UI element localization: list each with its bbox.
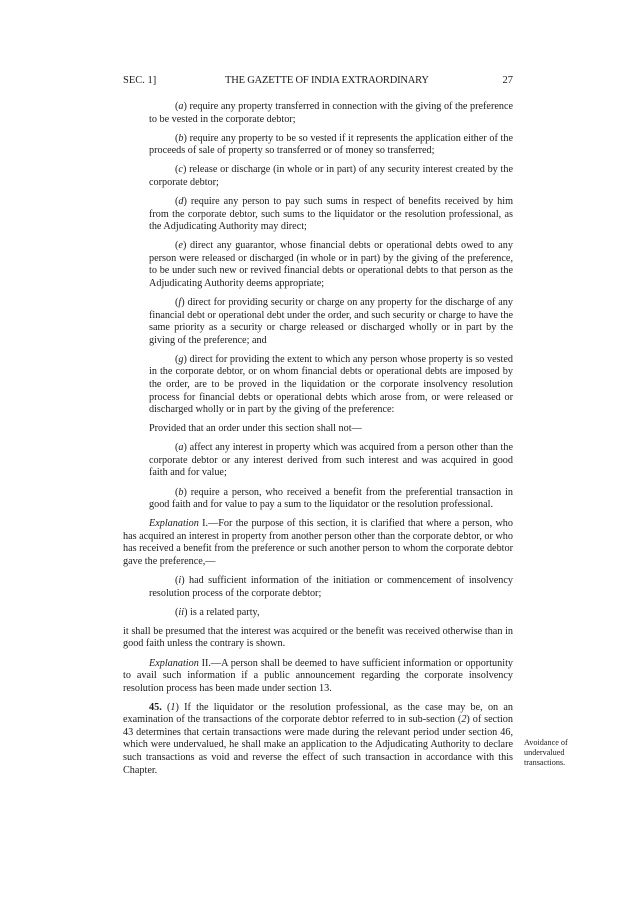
clause-paragraph: Explanation II.—A person shall be deemed to have sufficient information or opportunity to avail such information if a public announcement regarding the corporate insolvency resolution process has been made under section 13. — [123, 657, 513, 694]
gazette-title: THE GAZETTE OF INDIA EXTRAORDINARY — [225, 75, 429, 86]
clause-paragraph: (b) require a person, who received a benefit from the preferential transaction in good faith and for value to pay a sum to the liquidator or the resolution professional. — [149, 486, 513, 511]
clause-paragraph: (g) direct for providing the extent to which any person whose property is so vested in the corporate debtor, or on whom financial debts or operational debts are imposed by the order, are to be proved in the liquidation or the corporate insolvency resolution process for financial debts or operational debts which arose from, or were released or discharged wholly or in part by the giving of the preference: — [149, 353, 513, 416]
section-marker: SEC. 1] — [123, 75, 157, 86]
section-45-number: 45. — [149, 701, 162, 713]
body-text — [123, 101, 513, 784]
page-header — [123, 73, 513, 89]
clause-paragraph: (f) direct for providing security or charge on any property for the discharge of any financial debt or operational debt under the order, and such security or charge to have the same priority as a security or charge released or discharged wholly or in part by the giving of the preference; and — [149, 297, 513, 346]
clause-paragraph: (a) affect any interest in property which was acquired from a person other than the corporate debtor or any interest derived from such interest and was acquired in good faith and for value; — [149, 442, 513, 479]
clause-paragraph: (ii) is a related party, — [175, 606, 260, 618]
section-45-paragraph: 45. (1) If the liquidator or the resolution professional, as the case may be, on an examination of the transactions of the corporate debtor referred to in sub-section (2) of section 43 determines that certain transactions were made during the relevant period under section 46, which were undervalued, he shall make an application to the Adjudicating Authority to declare such transactions as void and reverse the effect of such transaction in accordance with this Chapter. — [123, 701, 513, 776]
clause-paragraph: it shall be presumed that the interest was acquired or the benefit was received otherwise than in good faith unless the contrary is shown. — [123, 625, 513, 650]
page-number: 27 — [502, 75, 513, 86]
clause-list — [123, 101, 513, 695]
clause-paragraph: (e) direct any guarantor, whose financial debts or operational debts owed to any person were released or discharged (in whole or in part) by the giving of the preference, to be under such new or revived financial debts or operational debts to that person as the Adjudicating Authority deems appropriate; — [149, 240, 513, 289]
clause-paragraph: (d) require any person to pay such sums in respect of benefits received by him from the corporate debtor, such sums to the liquidator or the resolution professional, as the Adjudicating Authority may direct; — [149, 196, 513, 233]
clause-paragraph: (i) had sufficient information of the initiation or commencement of insolvency resolution process of the corporate debtor; — [149, 575, 513, 599]
margin-note: Avoidance of undervalued transactions. — [524, 738, 568, 767]
clause-paragraph: (a) require any property transferred in connection with the giving of the preference to be vested in the corporate debtor; — [149, 101, 513, 125]
clause-paragraph: (c) release or discharge (in whole or in part) of any security interest created by the corporate debtor; — [149, 164, 513, 188]
clause-paragraph: Provided that an order under this section shall not— — [149, 423, 362, 435]
clause-paragraph: Explanation I.—For the purpose of this section, it is clarified that where a person, who has acquired an interest in property from another person other than the corporate debtor, or who has received a benefit from the preference or such another person to whom the corporate debtor gave the preference,— — [123, 518, 513, 567]
clause-paragraph: (b) require any property to be so vested if it represents the application either of the proceeds of sale of property so transferred or of money so transferred; — [149, 132, 513, 157]
